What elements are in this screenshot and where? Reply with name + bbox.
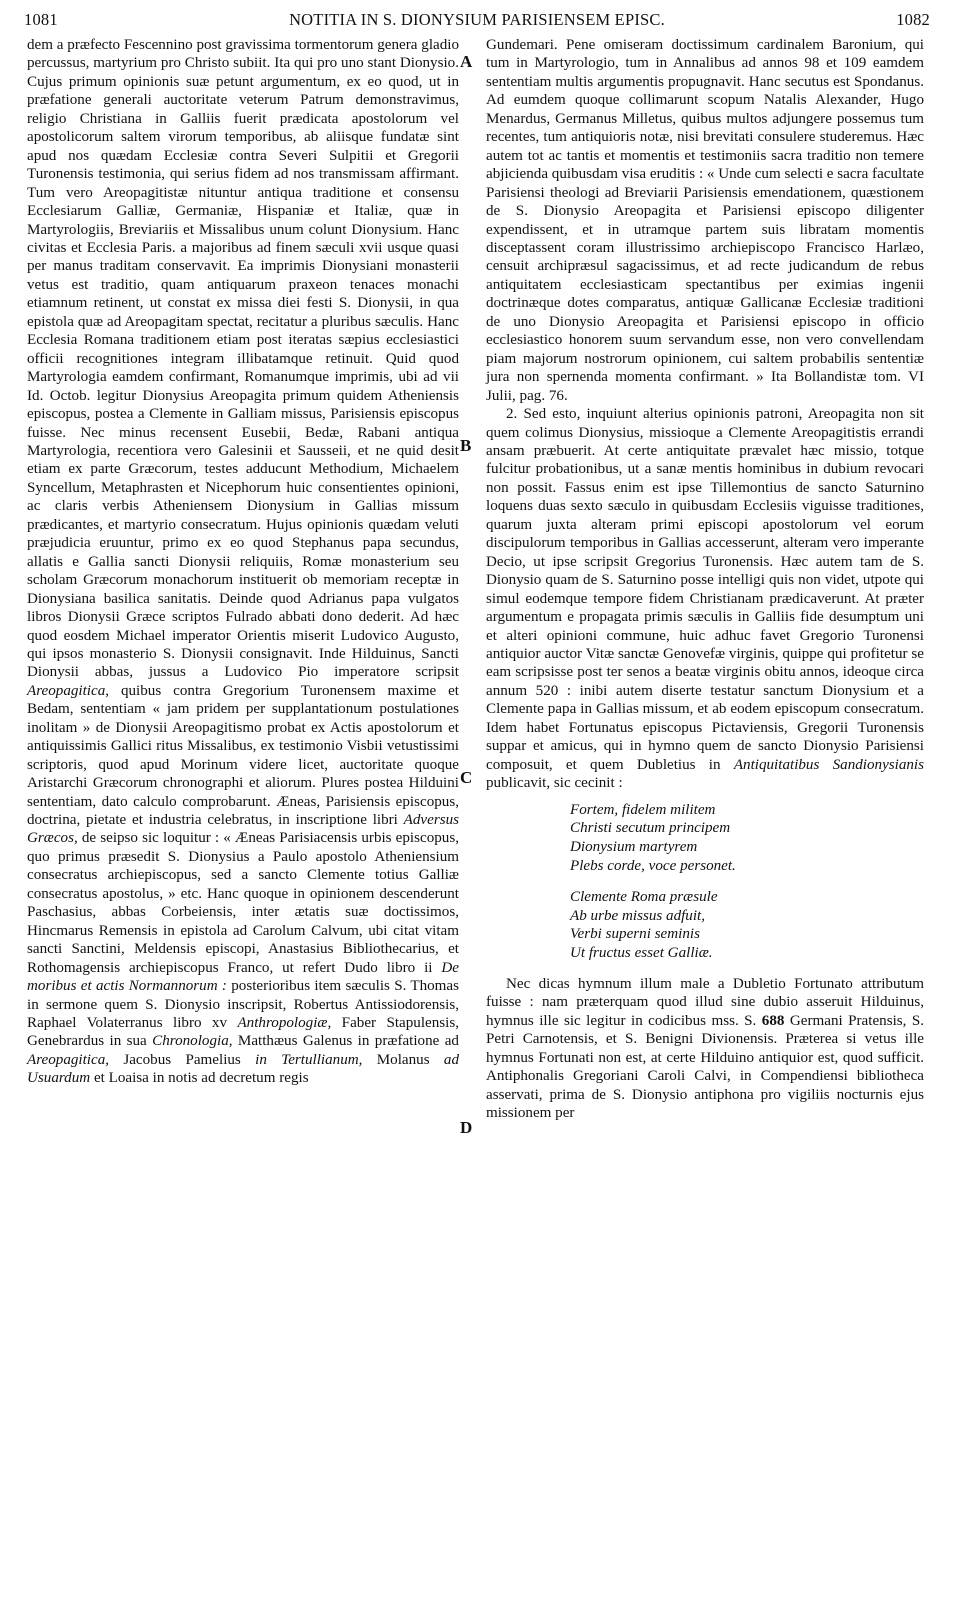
verse-line: Plebs corde, voce personet. <box>570 857 736 874</box>
verse-line: Dionysium martyrem <box>570 839 698 856</box>
verse-line: Verbi superni seminis <box>570 926 700 943</box>
verse-line: Fortem, fidelem militem <box>570 801 716 818</box>
margin-marker-b: B <box>460 436 472 455</box>
hymn-poem <box>570 801 924 963</box>
margin-marker-c: C <box>460 768 473 787</box>
running-header <box>22 6 932 32</box>
hymn-stanza-2 <box>570 888 924 963</box>
right-paragraph-2: 2. Sed esto, inquiunt alterius opinionis patroni, Areopagita non sit quem colimus Dionysius, missioque a Clemente Areopagitistis errandi ansam præbuerit. At certe antiquitate prævalet hæc missio, totque fulcitur probationibus, ut a sanæ mentis hominibus in dubium revocari non possit. Fassus enim est ipse Tillemontius de sancto Saturnino loquens duas sexto sæculo in quibusdam Ecclesiis viguisse traditiones, quarum juxta alteram primi episcopi apostolorum vel eorum discipulorum temporibus in Gallias accesserunt, alteram vero imperante Decio, ut ipse scripsit Gregorius Turonensis. Hæc autem tam de S. Dionysio quam de S. Saturnino posse intelligi quis non videt, utpote qui simul eodemque tempore fidem Christianam prædicaverunt. At præter argumentum e propagata primis sæculis in Galliis fide desumptum uni et alteri opinioni commune, huic adhuc favet Gregorio Turonensi antiquior auctor Vitæ sanctæ Genovefæ virginis, quippe qui profitetur se eam scripsisse post ter senos a beatæ virginis obitu annos, ideoque circa annum 520 : inibi autem diserte testatur sanctum Dionysium et a Clemente papa in Gallias missum, et ab eodem episcopum consecratum. Idem habet Fortunatus episcopus Pictaviensis, Gregorii Turonensis suppar et amicus, qui in hymno quem de sancto Dionysio Parisiensi composuit, et quem Dubletius in Antiquitatibus Sandionysianis publicavit, sic cecinit : <box>486 406 925 792</box>
running-title: NOTITIA IN S. DIONYSIUM PARISIENSEM EPISC. <box>289 10 665 29</box>
margin-marker-a: A <box>460 52 473 71</box>
hymn-stanza-1 <box>570 801 924 876</box>
page-number-left: 1081 <box>24 10 58 29</box>
left-column <box>27 36 459 1088</box>
right-column <box>486 36 924 1123</box>
verse-line: Ab urbe missus adfuit, <box>570 907 706 924</box>
left-paragraph: dem a præfecto Fescennino post gravissima tormentorum genera gladio percussus, martyrium pro Christo subiit. Ita qui pro uno stant Dionysio. Cujus primum opinionis suæ petunt argumentum, ex eo quod, ut in præfatione generali auctoritate veterum Patrum demonstravimus, religio Christiana in Galliis fuerit prædicata apostolorum vel apostolicorum saltem virorum temporibus, ab aliisque fundatæ sint apud nos quædam Ecclesiæ contra Severi Sulpitii et Gregorii Turonensis testimonia, qui serius fidem ad nos transmissam affirmant. Tum vero Areopagitistæ nituntur antiqua traditione et consensu Ecclesiarum Galliæ, Germaniæ, Hispaniæ et Italiæ, quæ in Martyrologiis, Breviariis et Missalibus unum colunt Dionysium. Hanc civitas et Ecclesia Paris. a majoribus ad finem sæculi xvii usque quasi per manus traditam conservavit. Ea imprimis Dionysiani monasterii vetus est traditio, quam antiquarum praxeon tenaces monachi etiamnum retinent, ut constat ex missa diei festi S. Dionysii, in qua epistola quæ ad Areopagitam spectat, recitatur a pluribus sæculis. Hanc Ecclesia Romana traditionem etiam post iteratas sæpius ecclesiastici officii recognitiones integram illibatamque retinuit. Quid quod Martyrologia eamdem confirmant, Romanumque imprimis, ubi ad vii Id. Octob. legitur Dionysius Areopagita primum quidem Atheniensis episcopus, postea a Clemente in Galliam missus, Parisiensis episcopus fuisse. Nec minus recensent Eusebii, Bedæ, Rabani antiqua Martyrologia, recentiora vero Galesinii et Sausseii, et ne quid desit etiam ex parte Græcorum, testes adducunt Methodium, Michaelem Syncellum, Metaphrasten et Nicephorum huic consentientes opinioni, ac claris verbis Atheniensem Dionysium in Gallias missum prædicantes, et martyrio consecratum. Hujus opinionis quædam veluti præjudicia eruuntur, primo ex eo quod Stephanus papa secundus, allatis e Gallia sancti Dionysii reliquiis, Romæ monasterium seu scholam Græcorum monachorum instituerit ob memoriam receptæ in Dionysiana basilica sanitatis. Deinde quod Adrianus papa vulgatos libros Dionysii Græce scriptos Fulrado abbati dono dederit. Ad hæc quod eosdem Michael imperator Orientis miserit Ludovico Augusto, qui ipsos monasterio S. Dionysii consignavit. Inde Hilduinus, Sancti Dionysii abbas, jussus a Ludovico Pio imperatore scripsit Areopagitica, quibus contra Gregorium Turonensem maxime et Bedam, sententiam « jam pridem per supplantationum postulationes inolitam » de Dionysii Areopagitismo probat ex Actis apostolorum et antiquissimis Gallici ritus Missalibus, ex testimonio Visbii vetustissimi scriptoris, quod apud Morinum videre licet, auctoritate quoque Aristarchi Græcorum chronographi et aliorum. Plures postea Hilduini sententiam, dato calculo comprobarunt. Æneas, Parisiensis episcopus, doctrina, pietate et industria celebratus, in inscriptione libri Adversus Græcos, de seipso sic loquitur : « Æneas Parisiacensis urbis episcopus, quo primus præsedit S. Dionysius a Paulo apostolo Atheniensium consecratus archiepiscopus, sed a sancto Clemente totius Galliæ consecratus apostolus, » etc. Hanc quoque in opinionem descenderunt Paschasius, abbas Corbeiensis, inter ætatis suæ doctissimos, Hincmarus Remensis in epistola ad Carolum Calvum, ubi citat vitam sancti Sanctini, Meldensis episcopi, Anastasius Bibliothecarius, et Rothomagensis archiepiscopus Franco, ut refert Dudo libro ii De moribus et actis Normannorum : posterioribus item sæculis S. Thomas in sermone quem S. Dionysio inscripsit, Robertus Antissiodorensis, Raphael Volaterranus libro xv Anthropologiæ, Faber Stapulensis, Genebrardus in sua Chronologia, Matthæus Galenus in præfatione ad Areopagitica, Jacobus Pamelius in Tertullianum, Molanus ad Usuardum et Loaisa in notis ad decretum regis <box>27 37 459 1087</box>
right-paragraph-3: Nec dicas hymnum illum male a Dubletio Fortunato attributum fuisse : nam præterquam quod illud sine dubio asseruit Hilduinus, hymnus ille sic legitur in codicibus mss. S. 688 Germani Pratensis, S. Petri Carnotensis, et S. Benigni Divionensis. Præterea si vetus ille hymnus Fortunati non est, at certe Hilduino antiquior est, quod sufficit. Antiphonalis Gregoriani Caroli Calvi, in Compendiensi bibliotheca asservati, prima de S. Dionysio antiphona pro vigiliis nocturnis ejus missionem per <box>486 975 925 1122</box>
margin-marker-d: D <box>460 1118 473 1137</box>
right-paragraph-1: Gundemari. Pene omiseram doctissimum cardinalem Baronium, qui tum in Martyrologio, tum in Annalibus ad annos 98 et 109 eamdem sententiam multis argumentis propugnavit. Hanc secutus est Spondanus. Ad eumdem quoque collimarunt scopum Natalis Alexander, Hugo Menardus, Germanus Milletus, quibus multos adjungere possemus tum recentes, tum antiquioris notæ, nisi brevitati consulere studeremus. Hæc autem tot ac tantis et momentis et testimoniis sacra traditio non temere abjicienda quibusdam visa eruditis : « Unde cum selecti e sacra facultate Parisiensi theologi ad Breviarii Parisiensis emendationem, quæstionem de S. Dionysio Areopagita et Parisiensi episcopo diligenter expendissent, et in utramque partem suis libratam momentis disceptassent coram illustrissimo archiepiscopo Francisco Harlæo, censuit archipræsul sagacissimus, et ad recte judicandum de rebus antiquitatem ecclesiasticam spectantibus per eximias ingenii doctrinæque dotes comparatus, antiquæ Gallicanæ Ecclesiæ traditioni de uno Dionysio Areopagita et Parisiensi episcopo in officio ecclesiastico honorem suum servandum esse, non vero convellendam piam majorum nostrorum opinionem, cui saltem probabilis sententiæ jura non spernenda momenta confirmant. » Ita Bollandistæ tom. VI Julii, pag. 76. <box>486 37 924 404</box>
verse-line: Christi secutum principem <box>570 820 731 837</box>
verse-line: Clemente Roma præsule <box>570 888 718 905</box>
verse-line: Ut fructus esset Galliæ. <box>570 945 713 962</box>
page-number-right: 1082 <box>896 10 930 29</box>
